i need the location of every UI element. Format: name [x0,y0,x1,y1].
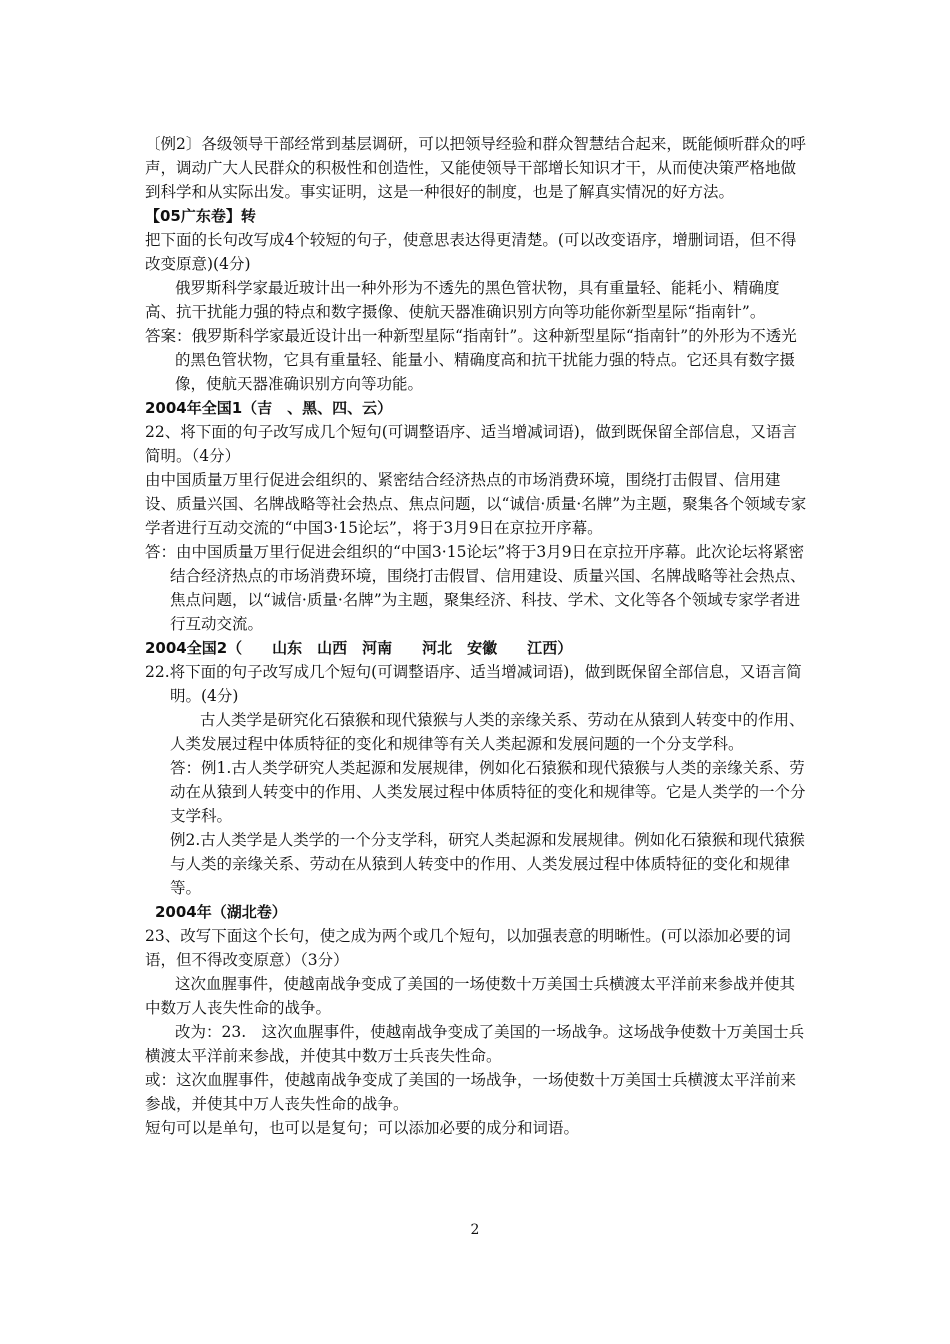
answer-hubei-alternative: 或：这次血腥事件，使越南战争变成了美国的一场战争，一场使数十万美国士兵横渡太平洋前来参战，并使其中万人丧失性命的战争。 [145,1071,797,1113]
question-23-hubei-sentence: 这次血腥事件，使越南战争变成了美国的一场使数十万美国士兵横渡太平洋前来参战并使其中数万人丧失性命的战争。 [145,975,796,1017]
answer-hubei-rewrite: 改为：23. 这次血腥事件，使越南战争变成了美国的一场战争。这场战争使数十万美国士兵横渡太平洋前来参战，并使其中数万士兵丧失性命。 [145,1023,805,1065]
section-heading-guangdong-05: 【05广东卷】转 [145,207,256,225]
answer-hubei-note: 短句可以是单句，也可以是复句；可以添加必要的成分和词语。 [145,1119,580,1137]
example-2-paragraph: 〔例2〕各级领导干部经常到基层调研，可以把领导经验和群众智慧结合起来，既能倾听群众的呼声，调动广大人民群众的积极性和创造性，又能使领导干部增长知识才干，从而使决策严格地做到科学和从实际出发。事实证明，这是一种很好的制度，也是了解真实情况的好方法。 [145,135,806,201]
section-heading-national-2: 2004全国2（ 山东 山西 河南 河北 安徽 江西） [145,639,573,657]
page-number: 2 [470,1222,480,1238]
question-guangdong-sentence: 俄罗斯科学家最近玻计出一种外形为不透先的黑色管状物，具有重量轻、能耗小、精确度高、抗干扰能力强的特点和数字摄像、使航天器准确识别方向等功能你新型星际“指南针”。 [145,279,780,321]
question-22-national-2-prompt: 22.将下面的句子改写成几个短句(可调整语序、适当增减词语)，做到既保留全部信息，又语言简明。(4分) [145,663,802,705]
section-heading-hubei: 2004年（湖北卷） [155,903,287,921]
question-22-national-1-sentence: 由中国质量万里行促进会组织的、紧密结合经济热点的市场消费环境，围绕打击假冒、信用建设、质量兴国、名牌战略等社会热点、焦点问题，以“诚信·质量·名牌”为主题，聚集各个领域专家学者进行互动交流的“中国3·15论坛”，将于3月9日在京拉开序幕。 [145,471,807,537]
question-guangdong-prompt: 把下面的长句改写成4个较短的句子，使意思表达得更清楚。(可以改变语序，增删词语，但不得改变原意)(4分) [145,231,797,273]
content-column [145,132,810,1140]
answer-national-1: 答：由中国质量万里行促进会组织的“中国3·15论坛”将于3月9日在京拉开序幕。此次论坛将紧密结合经济热点的市场消费环境，围绕打击假冒、信用建设、质量兴国、名牌战略等社会热点、焦点问题，以“诚信·质量·名牌”为主题，聚集经济、科技、学术、文化等各个领域专家学者进行互动交流。 [145,543,806,633]
answer-guangdong: 答案：俄罗斯科学家最近设计出一种新型星际“指南针”。这种新型星际“指南针”的外形为不透光的黑色管状物，它具有重量轻、能量小、精确度高和抗干扰能力强的特点。它还具有数字摄像，使航天器准确识别方向等功能。 [145,327,797,393]
question-22-national-1-prompt: 22、将下面的句子改写成几个短句(可调整语序、适当增减词语)，做到既保留全部信息，又语言简明。（4分） [145,423,797,465]
answer-national-2-example-2: 例2.古人类学是人类学的一个分支学科，研究人类起源和发展规律。例如化石猿猴和现代猿猴与人类的亲缘关系、劳动在从猿到人转变中的作用、人类发展过程中体质特征的变化和规律等。 [170,831,805,897]
section-heading-national-1: 2004年全国1（吉 、黑、四、云） [145,399,393,417]
question-23-hubei-prompt: 23、改写下面这个长句，使之成为两个或几个短句，以加强表意的明晰性。(可以添加必要的词语，但不得改变原意）（3分） [145,927,791,969]
question-22-national-2-sentence: 古人类学是研究化石猿猴和现代猿猴与人类的亲缘关系、劳动在从猿到人转变中的作用、人类发展过程中体质特征的变化和规律等有关人类起源和发展问题的一个分支学科。 [170,711,805,753]
answer-national-2-example-1: 答：例1.古人类学研究人类起源和发展规律，例如化石猿猴和现代猿猴与人类的亲缘关系、劳动在从猿到人转变中的作用、人类发展过程中体质特征的变化和规律等。它是人类学的一个分支学科。 [170,759,806,825]
